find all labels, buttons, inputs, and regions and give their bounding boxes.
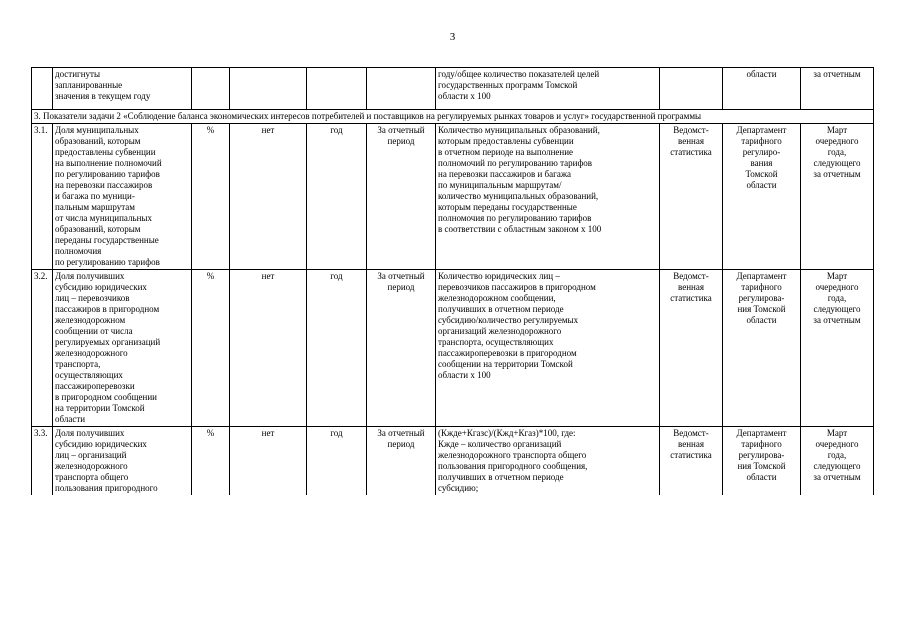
section-header: 3. Показатели задачи 2 «Соблюдение баланса экономических интересов потребителей и поставщиков на регулируемых рынках товаров и услуг» государственной программы xyxy=(32,110,874,124)
cell-method: Количество юридических лиц – перевозчиков пассажиров в пригородном железнодорожном сообщении, получивших в отчетном периоде субсидию/количество регулируемых организаций железнодорожного транспорта, осуществляющих пассажироперевозки в пригородном сообщении на территории Томской области x 100 xyxy=(436,270,660,427)
cell-direction: нет xyxy=(230,124,307,270)
cell-responsible: Департамент тарифного регулиро- вания Томской области xyxy=(723,124,801,270)
section-header-row xyxy=(32,110,874,124)
table-row-continued xyxy=(32,68,874,110)
page-number: 3 xyxy=(449,31,456,43)
table-row xyxy=(32,270,874,427)
cell-deadline: Март очередного года, следующего за отчетным xyxy=(801,124,874,270)
cell-period xyxy=(307,68,367,110)
cell-num: 3.3. xyxy=(32,427,53,496)
cell-method: году/общее количество показателей целей государственных программ Томской области x 100 xyxy=(436,68,660,110)
cell-unit: % xyxy=(192,427,230,496)
cell-deadline: за отчетным xyxy=(801,68,874,110)
cell-period: год xyxy=(307,270,367,427)
cell-name: Доля муниципальных образований, которым предоставлены субвенции на выполнение полномочий по регулированию тарифов на перевозки пассажиров и багажа по муници- пальным маршрутам от числа муниципальных образований, которым переданы государственные полномочия по регулированию тарифов xyxy=(53,124,192,270)
cell-method: Количество муниципальных образований, которым предоставлены субвенции в отчетном периоде на выполнение полномочий по регулированию тарифов на перевозки пассажиров и багажа по муниципальным маршрутам/ количество муниципальных образований, которым переданы государственные полномочия по регулированию тарифов в соответствии с областным законом x 100 xyxy=(436,124,660,270)
cell-unit: % xyxy=(192,270,230,427)
table-row xyxy=(32,427,874,496)
cell-unit xyxy=(192,68,230,110)
cell-responsible: Департамент тарифного регулирова- ния Томской области xyxy=(723,270,801,427)
table-row xyxy=(32,124,874,270)
cell-direction: нет xyxy=(230,427,307,496)
cell-kind: За отчетный период xyxy=(367,124,436,270)
cell-source: Ведомст- венная статистика xyxy=(660,270,723,427)
cell-deadline: Март очередного года, следующего за отчетным xyxy=(801,270,874,427)
cell-deadline: Март очередного года, следующего за отчетным xyxy=(801,427,874,496)
cell-kind xyxy=(367,68,436,110)
cell-kind: За отчетный период xyxy=(367,427,436,496)
cell-num xyxy=(32,68,53,110)
cell-name: Доля получивших субсидию юридических лиц – организаций железнодорожного транспорта общего пользования пригородного xyxy=(53,427,192,496)
cell-source: Ведомст- венная статистика xyxy=(660,427,723,496)
cell-direction xyxy=(230,68,307,110)
cell-kind: За отчетный период xyxy=(367,270,436,427)
cell-responsible: Департамент тарифного регулирова- ния Томской области xyxy=(723,427,801,496)
cell-unit: % xyxy=(192,124,230,270)
indicators-table xyxy=(31,67,874,495)
cell-source xyxy=(660,68,723,110)
cell-direction: нет xyxy=(230,270,307,427)
cell-method: (Кжде+Кгазс)/(Кжд+Кгаз)*100, где: Кжде – количество организаций железнодорожного транспорта общего пользования пригородного сообщения, получивших в отчетном периоде субсидию; xyxy=(436,427,660,496)
cell-period: год xyxy=(307,124,367,270)
cell-name: Доля получивших субсидию юридических лиц – перевозчиков пассажиров в пригородном железнодорожном сообщении от числа регулируемых организаций железнодорожного транспорта, осуществляющих пассажироперевозки в пригородном сообщении на территории Томской области xyxy=(53,270,192,427)
cell-name: достигнуты запланированные значения в текущем году xyxy=(53,68,192,110)
cell-responsible: области xyxy=(723,68,801,110)
cell-num: 3.2. xyxy=(32,270,53,427)
cell-source: Ведомст- венная статистика xyxy=(660,124,723,270)
cell-num: 3.1. xyxy=(32,124,53,270)
cell-period: год xyxy=(307,427,367,496)
